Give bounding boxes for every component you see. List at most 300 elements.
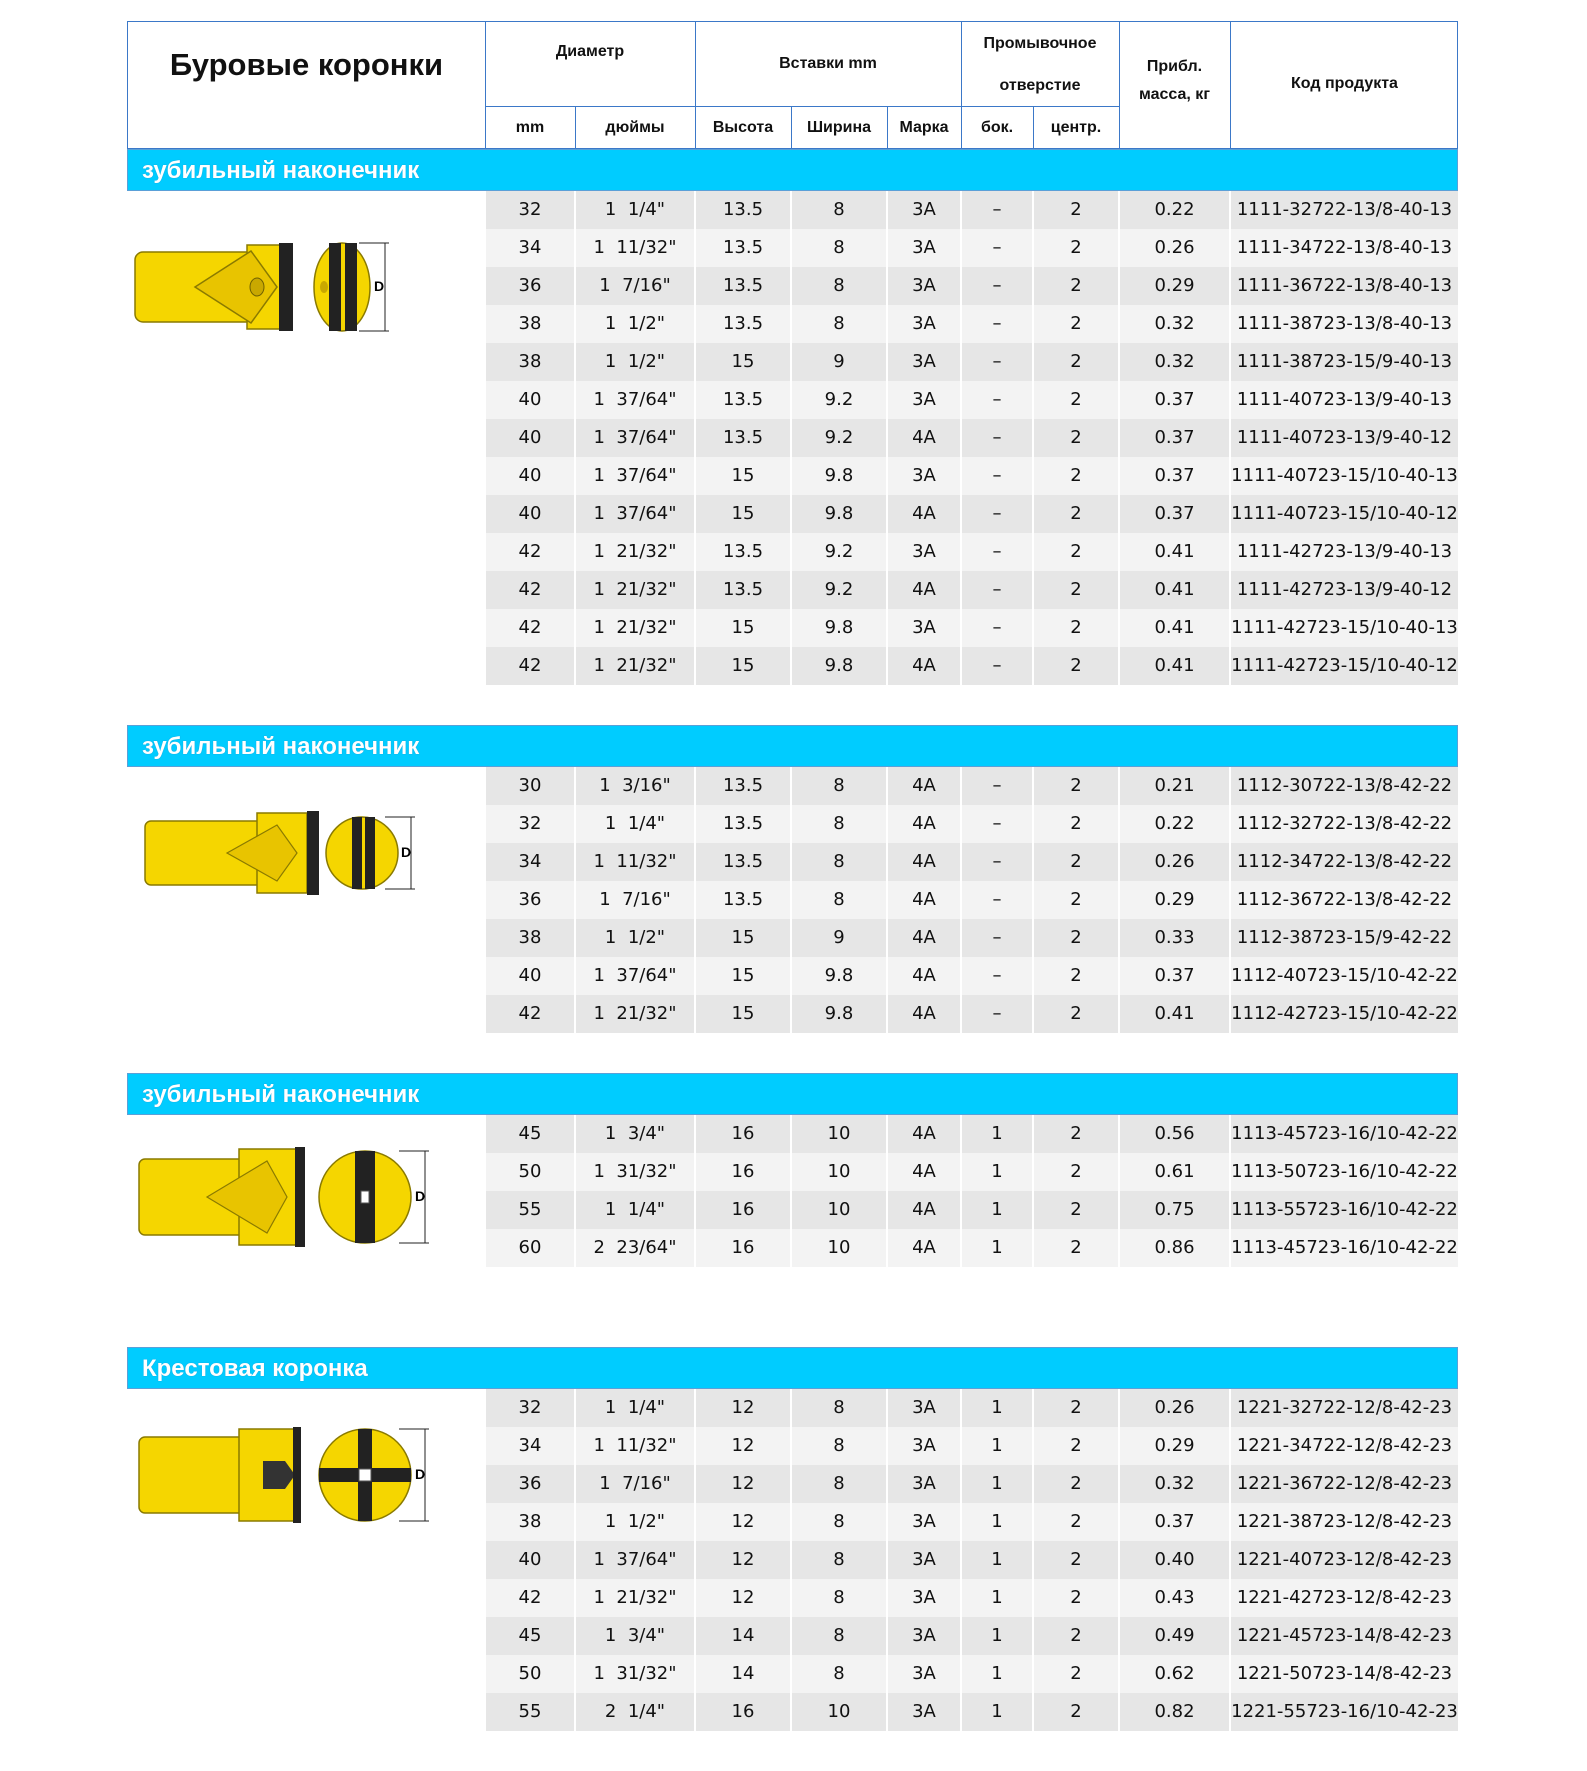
insert-grade-cell: 3A — [888, 457, 962, 495]
insert-width-cell: 9.8 — [792, 457, 888, 495]
product-code-cell: 1111-40723-13/9-40-13 — [1236, 389, 1453, 410]
flush-center-cell: 2 — [1034, 843, 1120, 881]
table-row — [486, 805, 1458, 843]
flush-center-cell: 2 — [1034, 1191, 1120, 1229]
product-code-cell: 1221-42723-12/8-42-23 — [1236, 1587, 1453, 1608]
product-code-cell: 1111-32722-13/8-40-13 — [1236, 199, 1453, 220]
chisel-bit-drawing — [127, 219, 447, 359]
table-row — [486, 1655, 1458, 1693]
table-row — [486, 919, 1458, 957]
mass-kg-cell: 0.61 — [1120, 1153, 1231, 1191]
flush-center-cell: 2 — [1034, 957, 1120, 995]
flush-center-cell: 2 — [1034, 881, 1120, 919]
table-row — [486, 843, 1458, 881]
diameter-inches-cell: 1 11/32" — [576, 843, 696, 881]
insert-width-cell: 8 — [792, 767, 888, 805]
flush-side-cell: – — [962, 881, 1034, 919]
dimension-label: D — [401, 844, 412, 860]
flush-center-cell: 2 — [1034, 495, 1120, 533]
diameter-inches-cell: 1 31/32" — [576, 1153, 696, 1191]
section-rows — [486, 1115, 1458, 1267]
diameter-mm-cell: 45 — [486, 1617, 576, 1655]
flush-center-cell: 2 — [1034, 1503, 1120, 1541]
insert-height-cell: 15 — [696, 647, 792, 685]
flush-side-cell: 1 — [962, 1655, 1034, 1693]
insert-height-cell: 13.5 — [696, 191, 792, 229]
mass-kg-cell: 0.37 — [1120, 457, 1231, 495]
product-code-cell: 1221-38723-12/8-42-23 — [1236, 1511, 1453, 1532]
diameter-mm-cell: 50 — [486, 1153, 576, 1191]
product-code-cell: 1221-45723-14/8-42-23 — [1236, 1625, 1453, 1646]
flush-side-cell: – — [962, 995, 1034, 1033]
diameter-mm-cell: 40 — [486, 495, 576, 533]
mass-kg-cell: 0.49 — [1120, 1617, 1231, 1655]
diameter-inches-cell: 1 1/4" — [576, 1191, 696, 1229]
table-row — [486, 1617, 1458, 1655]
diameter-mm-cell: 32 — [486, 191, 576, 229]
insert-grade-cell: 3A — [888, 1617, 962, 1655]
mass-kg-cell: 0.33 — [1120, 919, 1231, 957]
product-code-cell: 1112-36722-13/8-42-22 — [1236, 889, 1453, 910]
table-row — [486, 381, 1458, 419]
flush-center-cell: 2 — [1034, 457, 1120, 495]
product-code-cell: 1112-30722-13/8-42-22 — [1236, 775, 1453, 796]
flush-center-cell: 2 — [1034, 1617, 1120, 1655]
table-row — [486, 1115, 1458, 1153]
flush-side-cell: 1 — [962, 1115, 1034, 1153]
insert-height-cell: 13.5 — [696, 305, 792, 343]
insert-width-cell: 8 — [792, 843, 888, 881]
table-row — [486, 1465, 1458, 1503]
diameter-mm-cell: 42 — [486, 571, 576, 609]
flush-center-cell: 2 — [1034, 1465, 1120, 1503]
insert-width-cell: 9.8 — [792, 957, 888, 995]
header-width: Ширина — [806, 118, 872, 136]
insert-height-cell: 12 — [696, 1541, 792, 1579]
flush-side-cell: – — [962, 609, 1034, 647]
header-mass-line2: масса, кг — [1139, 86, 1210, 103]
mass-kg-cell: 0.22 — [1120, 805, 1231, 843]
diameter-mm-cell: 40 — [486, 419, 576, 457]
flush-side-cell: – — [962, 267, 1034, 305]
insert-width-cell: 9.2 — [792, 381, 888, 419]
diameter-mm-cell: 32 — [486, 1389, 576, 1427]
insert-width-cell: 8 — [792, 1579, 888, 1617]
chisel-bit-drawing — [127, 785, 447, 915]
insert-grade-cell: 3A — [888, 1693, 962, 1731]
dimension-label: D — [374, 278, 385, 294]
diameter-inches-cell: 1 37/64" — [576, 457, 696, 495]
mass-kg-cell: 0.37 — [1120, 957, 1231, 995]
flush-side-cell: 1 — [962, 1427, 1034, 1465]
insert-grade-cell: 3A — [888, 267, 962, 305]
diameter-mm-cell: 40 — [486, 1541, 576, 1579]
mass-kg-cell: 0.32 — [1120, 1465, 1231, 1503]
mass-kg-cell: 0.43 — [1120, 1579, 1231, 1617]
insert-height-cell: 12 — [696, 1503, 792, 1541]
dimension-label: D — [415, 1466, 426, 1482]
table-row — [486, 1579, 1458, 1617]
diameter-mm-cell: 32 — [486, 805, 576, 843]
mass-kg-cell: 0.41 — [1120, 533, 1231, 571]
mass-kg-cell: 0.41 — [1120, 609, 1231, 647]
insert-width-cell: 8 — [792, 1541, 888, 1579]
diameter-mm-cell: 34 — [486, 843, 576, 881]
insert-height-cell: 15 — [696, 457, 792, 495]
mass-kg-cell: 0.37 — [1120, 381, 1231, 419]
diameter-mm-cell: 36 — [486, 1465, 576, 1503]
diameter-mm-cell: 42 — [486, 1579, 576, 1617]
insert-grade-cell: 3A — [888, 609, 962, 647]
product-code-cell: 1113-45723-16/10-42-22 — [1231, 1123, 1458, 1144]
table-row — [486, 995, 1458, 1033]
insert-width-cell: 9.8 — [792, 995, 888, 1033]
insert-width-cell: 8 — [792, 805, 888, 843]
insert-height-cell: 12 — [696, 1427, 792, 1465]
flush-center-cell: 2 — [1034, 609, 1120, 647]
flush-side-cell: 1 — [962, 1617, 1034, 1655]
insert-grade-cell: 3A — [888, 381, 962, 419]
product-code-cell: 1111-38723-15/9-40-13 — [1236, 351, 1453, 372]
flush-side-cell: – — [962, 381, 1034, 419]
flush-center-cell: 2 — [1034, 767, 1120, 805]
mass-kg-cell: 0.37 — [1120, 495, 1231, 533]
table-row — [486, 1427, 1458, 1465]
table-row — [486, 881, 1458, 919]
diameter-inches-cell: 1 1/2" — [576, 1503, 696, 1541]
flush-center-cell: 2 — [1034, 647, 1120, 685]
drill-bits-table — [127, 21, 1458, 1731]
product-code-cell: 1111-34722-13/8-40-13 — [1236, 237, 1453, 258]
table-row — [486, 1541, 1458, 1579]
flush-center-cell: 2 — [1034, 267, 1120, 305]
mass-kg-cell: 0.82 — [1120, 1693, 1231, 1731]
flush-center-cell: 2 — [1034, 1153, 1120, 1191]
insert-width-cell: 8 — [792, 267, 888, 305]
diameter-inches-cell: 1 37/64" — [576, 419, 696, 457]
header-mass-line1: Прибл. — [1146, 58, 1203, 75]
insert-height-cell: 16 — [696, 1115, 792, 1153]
insert-grade-cell: 3A — [888, 305, 962, 343]
flush-side-cell: – — [962, 767, 1034, 805]
table-row — [486, 191, 1458, 229]
insert-width-cell: 10 — [792, 1191, 888, 1229]
flush-side-cell: – — [962, 647, 1034, 685]
diameter-mm-cell: 34 — [486, 1427, 576, 1465]
insert-width-cell: 9.2 — [792, 533, 888, 571]
diameter-inches-cell: 1 1/4" — [576, 1389, 696, 1427]
flush-side-cell: – — [962, 191, 1034, 229]
table-row — [486, 957, 1458, 995]
diameter-mm-cell: 40 — [486, 957, 576, 995]
insert-grade-cell: 3A — [888, 1503, 962, 1541]
table-row — [486, 1191, 1458, 1229]
insert-height-cell: 15 — [696, 343, 792, 381]
diameter-inches-cell: 1 37/64" — [576, 381, 696, 419]
diameter-mm-cell: 38 — [486, 343, 576, 381]
table-row — [486, 1503, 1458, 1541]
product-code-cell: 1111-42723-15/10-40-13 — [1231, 617, 1458, 638]
mass-kg-cell: 0.41 — [1120, 647, 1231, 685]
section-chisel-bit-2 — [127, 725, 1458, 1033]
table-row — [486, 419, 1458, 457]
mass-kg-cell: 0.37 — [1120, 419, 1231, 457]
insert-grade-cell: 3A — [888, 229, 962, 267]
insert-grade-cell: 4A — [888, 419, 962, 457]
insert-height-cell: 14 — [696, 1617, 792, 1655]
diameter-mm-cell: 42 — [486, 533, 576, 571]
header-flush-line2: отверстие — [999, 77, 1081, 94]
diameter-inches-cell: 1 7/16" — [576, 267, 696, 305]
header-grade: Марка — [899, 118, 949, 136]
product-code-cell: 1113-45723-16/10-42-22 — [1231, 1237, 1458, 1258]
insert-height-cell: 13.5 — [696, 267, 792, 305]
product-code-cell: 1111-42723-15/10-40-12 — [1231, 655, 1458, 676]
flush-side-cell: 1 — [962, 1693, 1034, 1731]
diameter-inches-cell: 1 11/32" — [576, 1427, 696, 1465]
insert-grade-cell: 4A — [888, 957, 962, 995]
flush-side-cell: 1 — [962, 1191, 1034, 1229]
mass-kg-cell: 0.21 — [1120, 767, 1231, 805]
product-code-cell: 1111-40723-15/10-40-12 — [1231, 503, 1458, 524]
flush-side-cell: 1 — [962, 1541, 1034, 1579]
mass-kg-cell: 0.75 — [1120, 1191, 1231, 1229]
section-rows — [486, 1389, 1458, 1731]
insert-width-cell: 9.8 — [792, 609, 888, 647]
flush-center-cell: 2 — [1034, 1229, 1120, 1267]
product-code-cell: 1221-32722-12/8-42-23 — [1236, 1397, 1453, 1418]
diameter-mm-cell: 38 — [486, 1503, 576, 1541]
insert-grade-cell: 3A — [888, 1541, 962, 1579]
flush-center-cell: 2 — [1034, 343, 1120, 381]
insert-width-cell: 8 — [792, 881, 888, 919]
product-code-cell: 1221-36722-12/8-42-23 — [1236, 1473, 1453, 1494]
diameter-inches-cell: 1 21/32" — [576, 571, 696, 609]
insert-width-cell: 8 — [792, 1503, 888, 1541]
flush-side-cell: – — [962, 805, 1034, 843]
insert-width-cell: 8 — [792, 1389, 888, 1427]
table-row — [486, 533, 1458, 571]
product-code-cell: 1111-36722-13/8-40-13 — [1236, 275, 1453, 296]
insert-height-cell: 12 — [696, 1579, 792, 1617]
mass-kg-cell: 0.56 — [1120, 1115, 1231, 1153]
table-row — [486, 457, 1458, 495]
insert-width-cell: 9 — [792, 343, 888, 381]
flush-side-cell: 1 — [962, 1229, 1034, 1267]
diameter-inches-cell: 1 1/2" — [576, 919, 696, 957]
chisel-bit-drawing — [127, 1131, 447, 1261]
diameter-mm-cell: 45 — [486, 1115, 576, 1153]
table-row — [486, 1153, 1458, 1191]
flush-side-cell: – — [962, 843, 1034, 881]
diameter-mm-cell: 42 — [486, 647, 576, 685]
insert-height-cell: 13.5 — [696, 419, 792, 457]
table-row — [486, 609, 1458, 647]
flush-center-cell: 2 — [1034, 919, 1120, 957]
flush-side-cell: – — [962, 419, 1034, 457]
flush-center-cell: 2 — [1034, 571, 1120, 609]
insert-width-cell: 8 — [792, 1655, 888, 1693]
mass-kg-cell: 0.40 — [1120, 1541, 1231, 1579]
product-code-cell: 1113-50723-16/10-42-22 — [1231, 1161, 1458, 1182]
flush-center-cell: 2 — [1034, 381, 1120, 419]
diameter-inches-cell: 1 1/2" — [576, 343, 696, 381]
flush-center-cell: 2 — [1034, 191, 1120, 229]
mass-kg-cell: 0.86 — [1120, 1229, 1231, 1267]
flush-side-cell: – — [962, 343, 1034, 381]
flush-center-cell: 2 — [1034, 533, 1120, 571]
diameter-mm-cell: 42 — [486, 609, 576, 647]
product-code-cell: 1221-34722-12/8-42-23 — [1236, 1435, 1453, 1456]
header-center: центр. — [1050, 118, 1102, 136]
flush-center-cell: 2 — [1034, 1693, 1120, 1731]
diameter-inches-cell: 1 3/16" — [576, 767, 696, 805]
product-code-cell: 1112-42723-15/10-42-22 — [1231, 1003, 1458, 1024]
header-mm: mm — [515, 118, 545, 136]
header-diameter: Диаметр — [555, 43, 625, 60]
flush-side-cell: 1 — [962, 1503, 1034, 1541]
insert-height-cell: 15 — [696, 957, 792, 995]
insert-grade-cell: 3A — [888, 533, 962, 571]
diameter-inches-cell: 1 31/32" — [576, 1655, 696, 1693]
flush-side-cell: – — [962, 919, 1034, 957]
insert-height-cell: 14 — [696, 1655, 792, 1693]
insert-width-cell: 8 — [792, 229, 888, 267]
diameter-inches-cell: 1 21/32" — [576, 995, 696, 1033]
product-code-cell: 1112-40723-15/10-42-22 — [1231, 965, 1458, 986]
insert-grade-cell: 4A — [888, 995, 962, 1033]
insert-width-cell: 8 — [792, 1617, 888, 1655]
insert-height-cell: 13.5 — [696, 381, 792, 419]
section-title: зубильный наконечник — [127, 1073, 1458, 1115]
insert-height-cell: 12 — [696, 1465, 792, 1503]
section-title: зубильный наконечник — [127, 149, 1458, 191]
product-code-cell: 1111-40723-15/10-40-13 — [1231, 465, 1458, 486]
insert-grade-cell: 4A — [888, 1229, 962, 1267]
product-code-cell: 1111-38723-13/8-40-13 — [1236, 313, 1453, 334]
diameter-mm-cell: 38 — [486, 919, 576, 957]
insert-width-cell: 9.8 — [792, 495, 888, 533]
diameter-inches-cell: 1 37/64" — [576, 495, 696, 533]
table-row — [486, 305, 1458, 343]
insert-grade-cell: 4A — [888, 881, 962, 919]
insert-grade-cell: 4A — [888, 1153, 962, 1191]
diameter-inches-cell: 1 37/64" — [576, 1541, 696, 1579]
flush-center-cell: 2 — [1034, 1389, 1120, 1427]
diameter-mm-cell: 34 — [486, 229, 576, 267]
flush-side-cell: – — [962, 305, 1034, 343]
insert-width-cell: 10 — [792, 1115, 888, 1153]
table-row — [486, 495, 1458, 533]
insert-height-cell: 15 — [696, 609, 792, 647]
insert-height-cell: 16 — [696, 1191, 792, 1229]
flush-center-cell: 2 — [1034, 1655, 1120, 1693]
mass-kg-cell: 0.29 — [1120, 1427, 1231, 1465]
insert-grade-cell: 3A — [888, 1389, 962, 1427]
section-cross-bit — [127, 1347, 1458, 1731]
insert-width-cell: 9.2 — [792, 571, 888, 609]
table-row — [486, 571, 1458, 609]
insert-grade-cell: 4A — [888, 767, 962, 805]
insert-grade-cell: 3A — [888, 191, 962, 229]
flush-center-cell: 2 — [1034, 1579, 1120, 1617]
insert-grade-cell: 4A — [888, 805, 962, 843]
insert-width-cell: 9.8 — [792, 647, 888, 685]
insert-height-cell: 13.5 — [696, 229, 792, 267]
mass-kg-cell: 0.26 — [1120, 1389, 1231, 1427]
flush-center-cell: 2 — [1034, 229, 1120, 267]
insert-height-cell: 12 — [696, 1389, 792, 1427]
section-chisel-bit-1 — [127, 149, 1458, 685]
insert-grade-cell: 4A — [888, 843, 962, 881]
flush-side-cell: – — [962, 957, 1034, 995]
diameter-inches-cell: 1 1/4" — [576, 191, 696, 229]
product-code-cell: 1221-40723-12/8-42-23 — [1236, 1549, 1453, 1570]
table-row — [486, 647, 1458, 685]
header-inserts: Вставки mm — [779, 55, 877, 72]
product-code-cell: 1221-55723-16/10-42-23 — [1231, 1701, 1458, 1722]
insert-height-cell: 13.5 — [696, 767, 792, 805]
insert-grade-cell: 3A — [888, 1427, 962, 1465]
table-header — [127, 21, 1458, 149]
flush-side-cell: – — [962, 571, 1034, 609]
insert-width-cell: 8 — [792, 191, 888, 229]
section-chisel-bit-3 — [127, 1073, 1458, 1267]
insert-grade-cell: 4A — [888, 571, 962, 609]
section-rows — [486, 191, 1458, 685]
diameter-inches-cell: 1 21/32" — [576, 609, 696, 647]
product-code-cell: 1111-42723-13/9-40-13 — [1236, 541, 1453, 562]
diameter-inches-cell: 1 21/32" — [576, 1579, 696, 1617]
product-code-cell: 1112-38723-15/9-42-22 — [1236, 927, 1453, 948]
insert-height-cell: 13.5 — [696, 571, 792, 609]
insert-grade-cell: 4A — [888, 647, 962, 685]
product-code-cell: 1112-32722-13/8-42-22 — [1236, 813, 1453, 834]
mass-kg-cell: 0.41 — [1120, 571, 1231, 609]
insert-height-cell: 15 — [696, 995, 792, 1033]
flush-center-cell: 2 — [1034, 1541, 1120, 1579]
flush-side-cell: 1 — [962, 1465, 1034, 1503]
header-inches: дюймы — [605, 118, 665, 136]
insert-height-cell: 13.5 — [696, 533, 792, 571]
flush-side-cell: – — [962, 457, 1034, 495]
table-row — [486, 1693, 1458, 1731]
insert-width-cell: 9 — [792, 919, 888, 957]
mass-kg-cell: 0.29 — [1120, 267, 1231, 305]
insert-width-cell: 10 — [792, 1229, 888, 1267]
insert-height-cell: 13.5 — [696, 881, 792, 919]
flush-center-cell: 2 — [1034, 1427, 1120, 1465]
diameter-mm-cell: 40 — [486, 457, 576, 495]
insert-height-cell: 15 — [696, 919, 792, 957]
flush-center-cell: 2 — [1034, 419, 1120, 457]
table-row — [486, 1229, 1458, 1267]
flush-center-cell: 2 — [1034, 805, 1120, 843]
diameter-mm-cell: 42 — [486, 995, 576, 1033]
header-height: Высота — [712, 118, 774, 136]
flush-center-cell: 2 — [1034, 995, 1120, 1033]
insert-height-cell: 13.5 — [696, 805, 792, 843]
diameter-mm-cell: 36 — [486, 881, 576, 919]
diameter-inches-cell: 2 1/4" — [576, 1693, 696, 1731]
diameter-inches-cell: 1 3/4" — [576, 1115, 696, 1153]
diameter-inches-cell: 1 21/32" — [576, 647, 696, 685]
section-rows — [486, 767, 1458, 1033]
section-title: зубильный наконечник — [127, 725, 1458, 767]
mass-kg-cell: 0.32 — [1120, 305, 1231, 343]
header-side: бок. — [980, 118, 1014, 136]
table-row — [486, 343, 1458, 381]
